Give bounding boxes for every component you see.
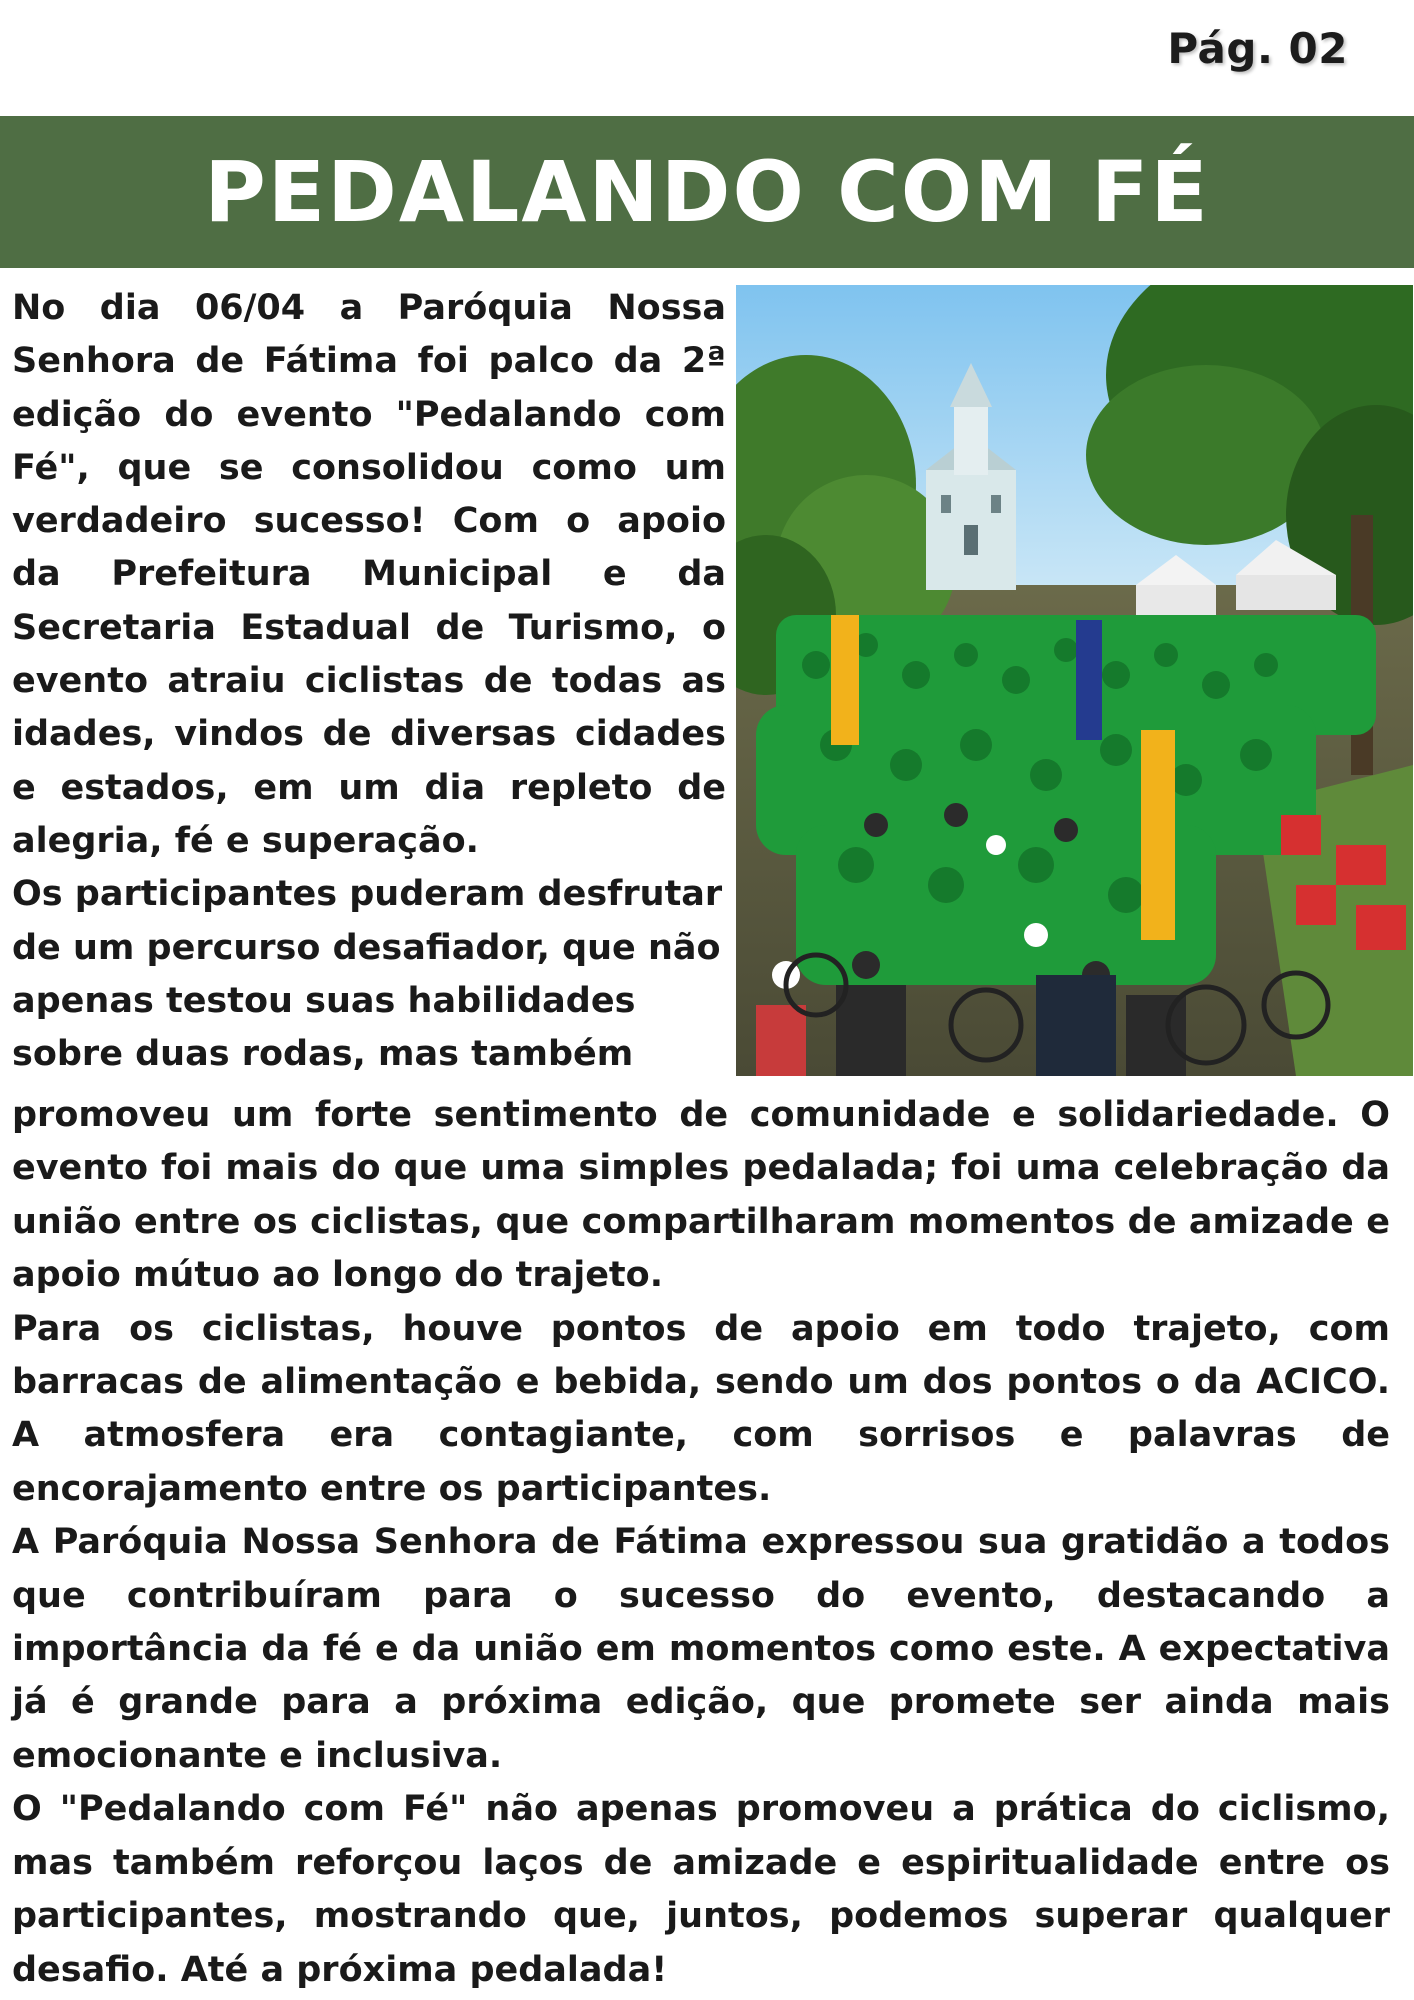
paragraph-5: O "Pedalando com Fé" não apenas promoveu a prática do ciclismo, mas também reforçou laços de amizade e espiritualidade entre os participantes, mostrando que, juntos, podemos superar qualquer desafio. Até a próxima pedalada! xyxy=(12,1789,1390,1990)
article-title: PEDALANDO COM FÉ xyxy=(204,143,1210,241)
page-number: Pág. 02 xyxy=(1167,24,1348,73)
paragraph-3: Para os ciclistas, houve pontos de apoio em todo trajeto, com barracas de alimentação e bebida, sendo um dos pontos o da ACICO. A atmosfera era contagiante, com sorrisos e palavras de encorajamento entre os participantes. xyxy=(12,1308,1390,1509)
paragraph-4: A Paróquia Nossa Senhora de Fátima expressou sua gratidão a todos que contribuíram para o sucesso do evento, destacando a importância da fé e da união em momentos como este. A expectativa já é grande para a próxima edição, que promete ser ainda mais emocionante e inclusiva. xyxy=(12,1522,1390,1776)
event-photo xyxy=(736,285,1413,1076)
cyclists-crowd-image xyxy=(736,285,1413,1076)
intro-column xyxy=(12,282,726,1081)
title-banner xyxy=(0,116,1414,268)
intro-paragraph-2-start: Os participantes puderam desfrutar de um percurso desafiador, que não apenas testou suas habilidades sobre duas rodas, mas também xyxy=(12,874,723,1075)
paragraph-2-continued: promoveu um forte sentimento de comunidade e solidariedade. O evento foi mais do que uma simples pedalada; foi uma celebração da união entre os ciclistas, que compartilharam momentos de amizade e apoio mútuo ao longo do trajeto. xyxy=(12,1095,1390,1296)
intro-paragraph-1: No dia 06/04 a Paróquia Nossa Senhora de Fátima foi palco da 2ª edição do evento "Pedalando com Fé", que se consolidou como um verdadeiro sucesso! Com o apoio da Prefeitura Municipal e da Secretaria Estadual de Turismo, o evento atraiu ciclistas de todas as idades, vindos de diversas cidades e estados, em um dia repleto de alegria, fé e superação. xyxy=(12,288,726,861)
main-column xyxy=(12,1089,1390,1997)
